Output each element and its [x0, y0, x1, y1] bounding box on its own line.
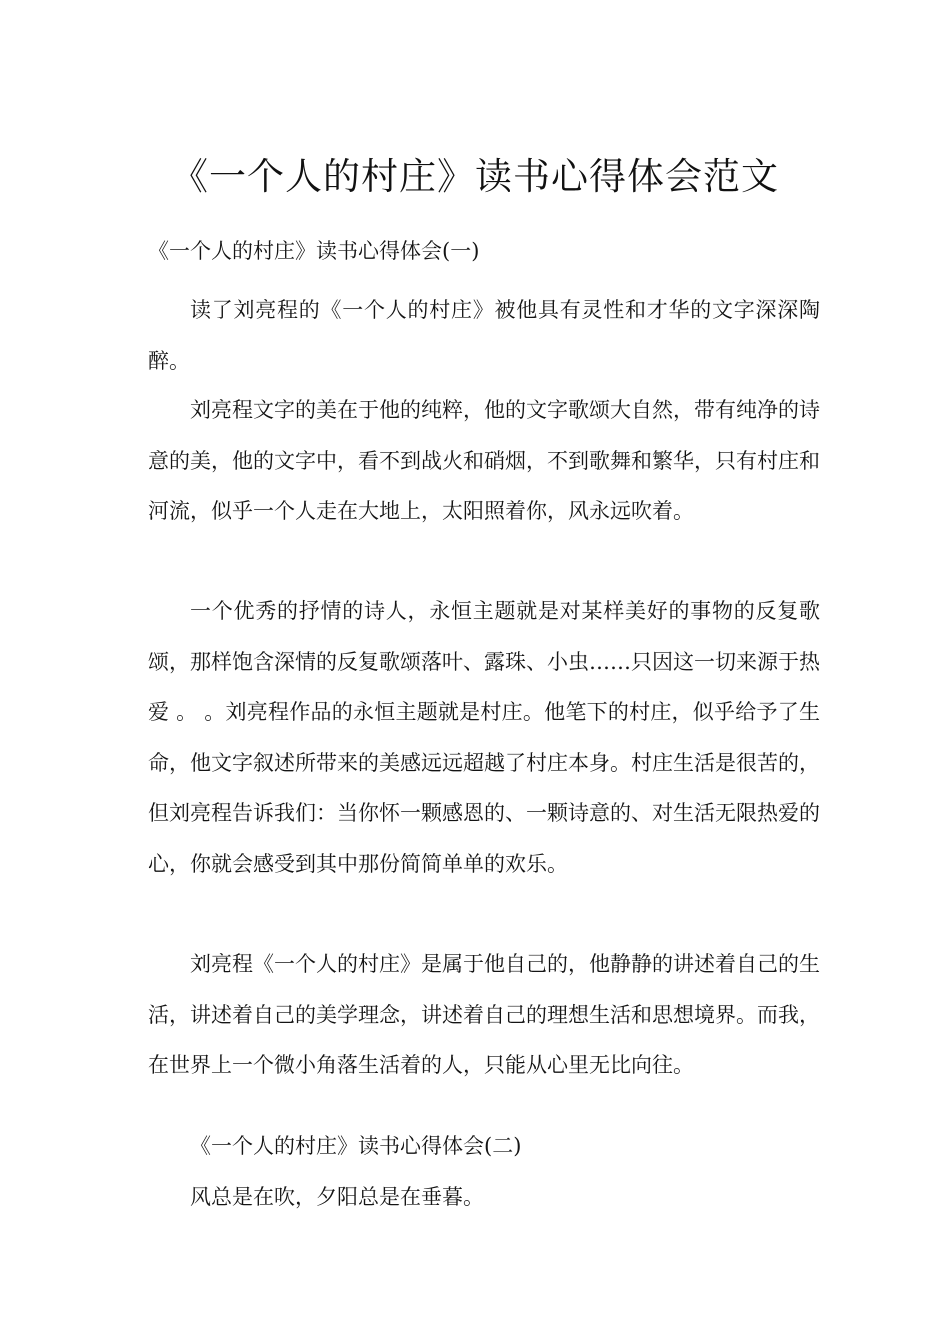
paragraph-2: 刘亮程文字的美在于他的纯粹，他的文字歌颂大自然，带有纯净的诗意的美，他的文字中，看不到战火和硝烟，不到歌舞和繁华，只有村庄和河流，似乎一个人走在大地上，太阳照着你，风永远吹着。 — [148, 398, 820, 524]
paragraph-1: 读了刘亮程的《一个人的村庄》被他具有灵性和才华的文字深深陶醉。 — [148, 298, 820, 373]
paragraph-4: 刘亮程《一个人的村庄》是属于他自己的，他静静的讲述着自己的生活，讲述着自己的美学理念，讲述着自己的理想生活和思想境界。而我，在世界上一个微小角落生活着的人，只能从心里无比向往。 — [148, 952, 820, 1078]
section-heading-1: 《一个人的村庄》读书心得体会(一) — [148, 239, 480, 263]
paragraph-5: 风总是在吹，夕阳总是在垂暮。 — [190, 1185, 484, 1209]
section-heading-2: 《一个人的村庄》读书心得体会(二) — [190, 1134, 522, 1158]
paragraph-3: 一个优秀的抒情的诗人，永恒主题就是对某样美好的事物的反复歌颂，那样饱含深情的反复歌颂落叶、露珠、小虫……只因这一切来源于热爱 。 。刘亮程作品的永恒主题就是村庄。他笔下的村庄，似乎给予了生命，他文字叙述所带来的美感远远超越了村庄本身。村庄生活是很苦的，但刘亮程告诉我们：当你怀一颗感恩的、一颗诗意的、对生活无限热爱的心，你就会感受到其中那份简简单单的欢乐。 — [148, 599, 820, 876]
document-title: 《一个人的村庄》读书心得体会范文 — [171, 154, 779, 198]
